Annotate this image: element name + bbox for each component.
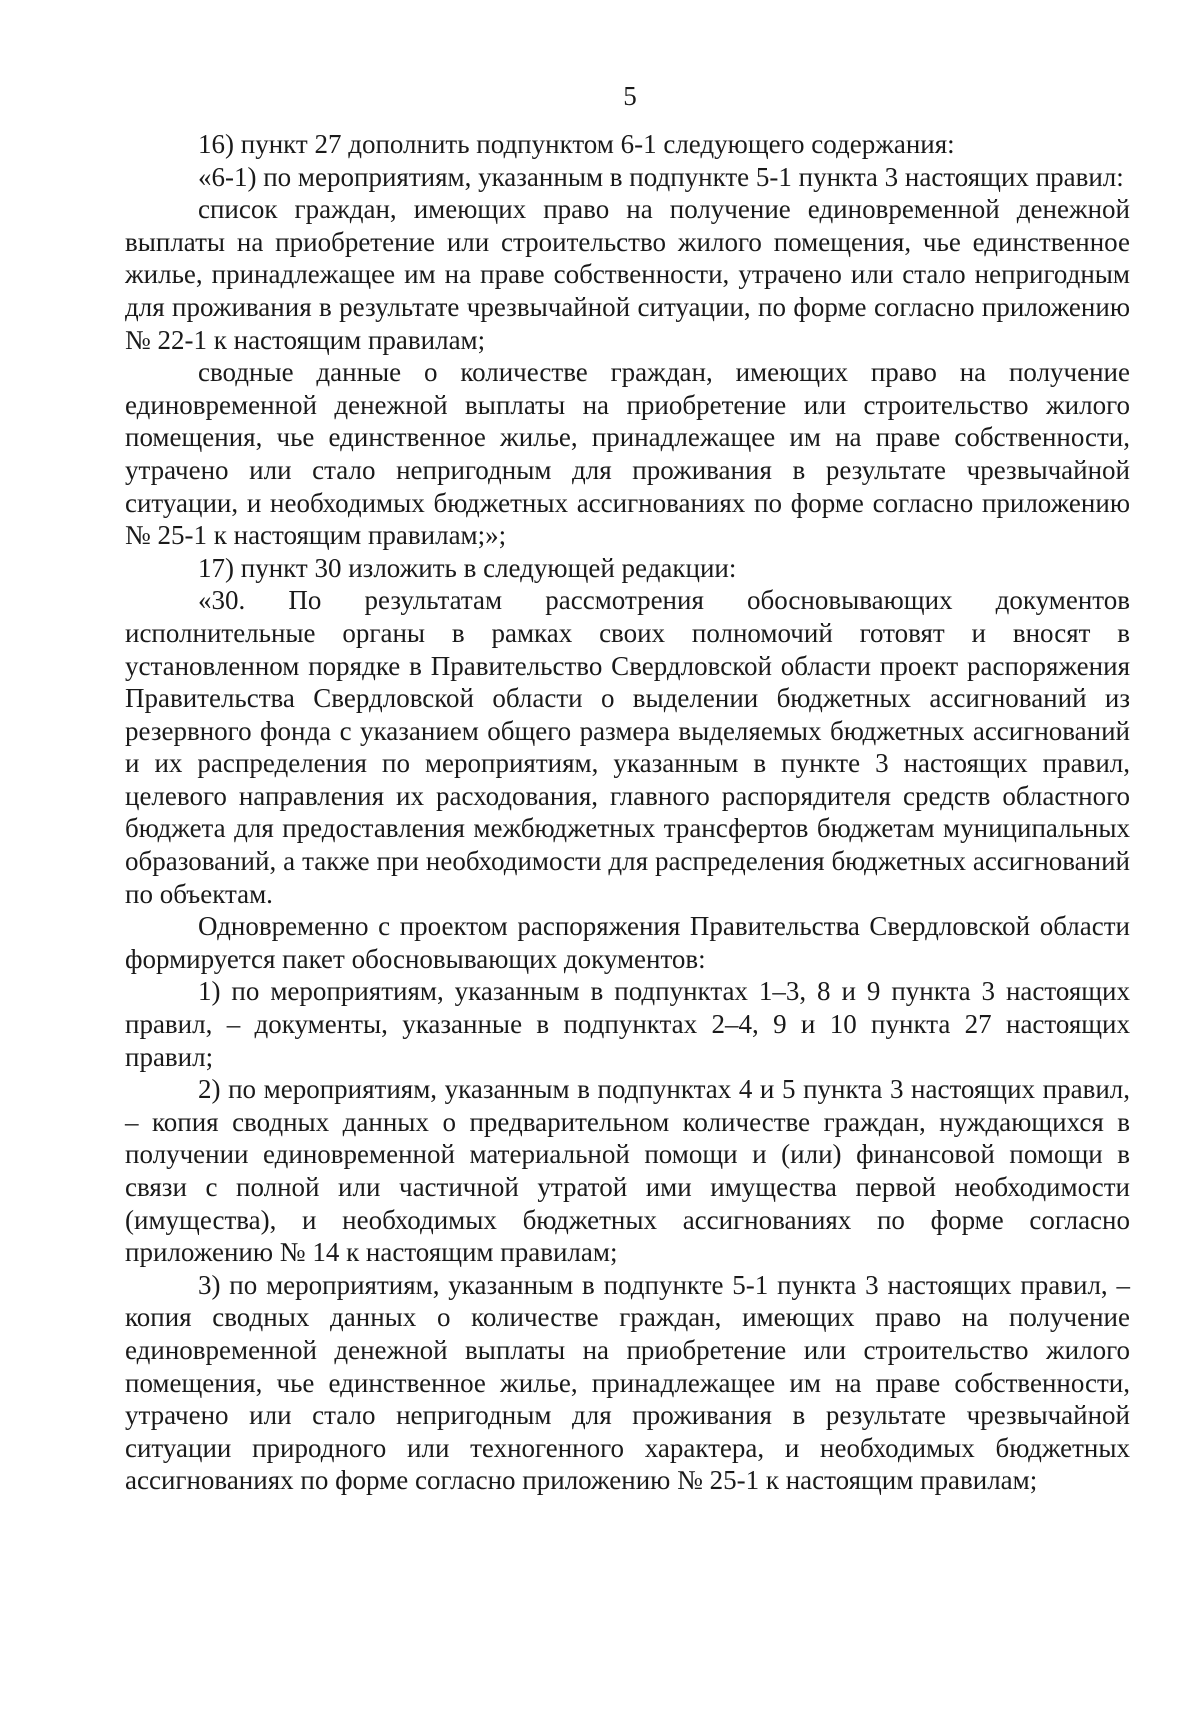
paragraph-item-1: 1) по мероприятиям, указанным в подпунктах 1–3, 8 и 9 пункта 3 настоящих правил, – документы, указанные в подпунктах 2–4, 9 и 10 пункта 27 настоящих правил; <box>125 976 1130 1072</box>
paragraph-item-2: 2) по мероприятиям, указанным в подпунктах 4 и 5 пункта 3 настоящих правил, – копия сводных данных о предварительном количестве граждан, нуждающихся в получении единовременной материальной помощи и (или) финансовой помощи в связи с полной или частичной утратой ими имущества первой необходимости (имущества), и необходимых бюджетных ассигнованиях по форме согласно приложению № 14 к настоящим правилам; <box>125 1074 1130 1268</box>
paragraph-summary-data: сводные данные о количестве граждан, имеющих право на получение единовременной денежной выплаты на приобретение или строительство жилого помещения, чье единственное жилье, принадлежащее им на праве собственности, утрачено или стало непригодным для проживания в результате чрезвычайной ситуации, и необходимых бюджетных ассигнованиях по форме согласно приложению № 25-1 к настоящим правилам;»; <box>125 357 1130 551</box>
document-body <box>125 128 1130 1497</box>
paragraph-17-amendment: 17) пункт 30 изложить в следующей редакции: <box>198 552 737 583</box>
paragraph-30-text: «30. По результатам рассмотрения обосновывающих документов исполнительные органы в рамках своих полномочий готовят и вносят в установленном порядке в Правительство Свердловской области проект распоряжения Правительства Свердловской области о выделении бюджетных ассигнований из резервного фонда с указанием общего размера выделяемых бюджетных ассигнований и их распределения по мероприятиям, указанным в пункте 3 настоящих правил, целевого направления их расходования, главного распорядителя средств областного бюджета для предоставления межбюджетных трансфертов бюджетам муниципальных образований, а также при необходимости для распределения бюджетных ассигнований по объектам. <box>125 585 1130 909</box>
paragraph-document-package: Одновременно с проектом распоряжения Правительства Свердловской области формируется пакет обосновывающих документов: <box>125 911 1130 974</box>
paragraph-item-3: 3) по мероприятиям, указанным в подпункте 5-1 пункта 3 настоящих правил, – копия сводных данных о количестве граждан, имеющих право на получение единовременной денежной выплаты на приобретение или строительство жилого помещения, чье единственное жилье, принадлежащее им на праве собственности, утрачено или стало непригодным для проживания в результате чрезвычайной ситуации природного или техногенного характера, и необходимых бюджетных ассигнованиях по форме согласно приложению № 25-1 к настоящим правилам; <box>125 1269 1130 1496</box>
paragraph-6-1-heading: «6-1) по мероприятиям, указанным в подпункте 5-1 пункта 3 настоящих правил: <box>198 161 1124 192</box>
paragraph-16-amendment: 16) пункт 27 дополнить подпунктом 6-1 следующего содержания: <box>198 129 955 159</box>
paragraph-citizen-list: список граждан, имеющих право на получение единовременной денежной выплаты на приобретение или строительство жилого помещения, чье единственное жилье, принадлежащее им на праве собственности, утрачено или стало непригодным для проживания в результате чрезвычайной ситуации, по форме согласно приложению № 22-1 к настоящим правилам; <box>125 194 1130 355</box>
page-number: 5 <box>623 81 637 111</box>
